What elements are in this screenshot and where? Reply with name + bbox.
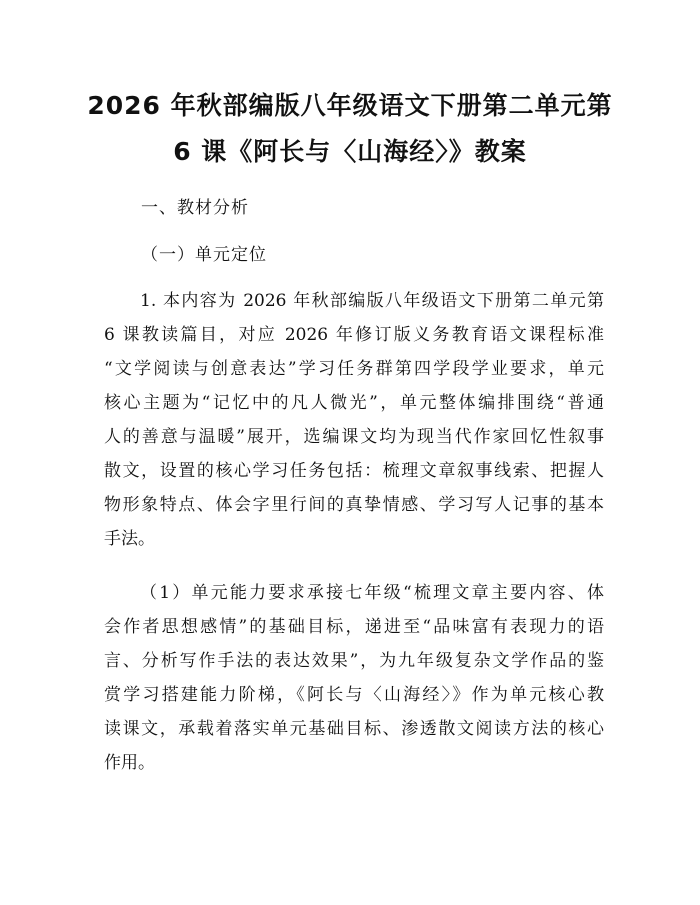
paragraph-line: 作用。 [104, 753, 155, 773]
document-title-line-1: 2026 年秋部编版八年级语文下册第二单元第 [87, 91, 613, 120]
paragraph-line: 核心主题为“记忆中的凡人微光”，单元整体编排围绕“普通 [104, 393, 604, 413]
subsection-heading: （一）单元定位 [141, 245, 267, 265]
paragraph-line: 赏学习搭建能力阶梯，《阿长与〈山海经〉》作为单元核心教 [104, 685, 604, 705]
paragraph-line: 6 课教读篇目，对应 2026 年修订版义务教育语文课程标准 [104, 325, 604, 345]
paragraph-unit-positioning [104, 284, 604, 556]
paragraph-line: 手法。 [104, 529, 155, 549]
paragraph-line: 1. 本内容为 2026 年秋部编版八年级语文下册第二单元第 [140, 291, 604, 311]
paragraph-line: 人的善意与温暖”展开，选编课文均为现当代作家回忆性叙事 [104, 427, 604, 447]
paragraph-line: 言、分析写作手法的表达效果”，为九年级复杂文学作品的鉴 [104, 651, 604, 671]
paragraph-line: （1）单元能力要求承接七年级“梳理文章主要内容、体 [140, 583, 604, 603]
paragraph-line: “文学阅读与创意表达”学习任务群第四学段学业要求，单元 [104, 359, 604, 379]
paragraph-line: 散文，设置的核心学习任务包括：梳理文章叙事线索、把握人 [104, 461, 604, 481]
paragraph-line: 读课文，承载着落实单元基础目标、渗透散文阅读方法的核心 [104, 719, 604, 739]
paragraph-ability-requirements [104, 576, 604, 780]
paragraph-line: 物形象特点、体会字里行间的真挚情感、学习写人记事的基本 [104, 495, 604, 515]
paragraph-line: 会作者思想感情”的基础目标，递进至“品味富有表现力的语 [104, 617, 604, 637]
document-title-line-2: 6 课《阿长与〈山海经〉》教案 [173, 137, 527, 166]
section-heading: 一、教材分析 [141, 198, 249, 218]
